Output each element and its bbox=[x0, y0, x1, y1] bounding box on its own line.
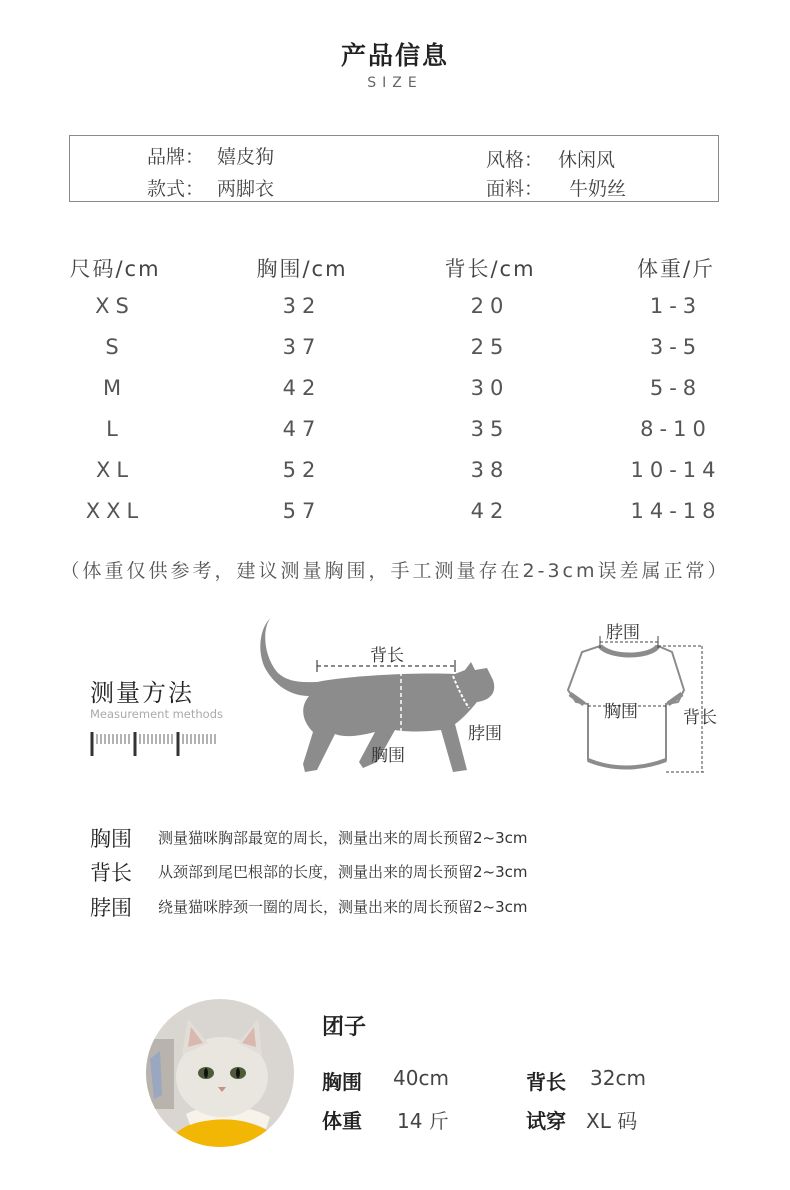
table-cell: 25 bbox=[470, 335, 510, 359]
desc-text-neck: 绕量猫咪脖颈一圈的周长，测量出来的周长预留2~3cm bbox=[158, 898, 528, 916]
table-cell: 5-8 bbox=[649, 376, 703, 400]
page-subtitle: SIZE bbox=[367, 75, 423, 91]
model-back-label: 背长 bbox=[526, 1070, 566, 1094]
style-value: 休闲风 bbox=[558, 149, 616, 171]
table-cell: 8-10 bbox=[640, 417, 712, 441]
method-title: 测量方法 bbox=[90, 679, 194, 707]
model-name: 团子 bbox=[322, 1015, 367, 1040]
table-header-chest: 胸围/cm bbox=[256, 257, 348, 281]
fabric-label: 面料： bbox=[486, 178, 544, 200]
cat-neck-label: 脖围 bbox=[468, 724, 502, 744]
desc-text-chest: 测量猫咪胸部最宽的周长，测量出来的周长预留2~3cm bbox=[158, 829, 528, 847]
table-header-back: 背长/cm bbox=[444, 257, 536, 281]
desc-text-back: 从颈部到尾巴根部的长度，测量出来的周长预留2~3cm bbox=[158, 863, 528, 881]
shirt-back-label: 背长 bbox=[683, 708, 717, 728]
table-cell: M bbox=[102, 376, 128, 400]
table-cell: 38 bbox=[470, 458, 510, 482]
fabric-value: 牛奶丝 bbox=[569, 178, 627, 200]
desc-term-chest: 胸围 bbox=[90, 827, 132, 851]
size-note: （体重仅供参考，建议测量胸围，手工测量存在2-3cm误差属正常） bbox=[60, 560, 730, 582]
product-info-box bbox=[69, 135, 719, 202]
table-header-weight: 体重/斤 bbox=[636, 257, 716, 281]
model-back-value: 32cm bbox=[590, 1066, 646, 1090]
brand-label: 品牌： bbox=[147, 146, 205, 168]
table-cell: XL bbox=[95, 458, 135, 482]
table-cell: 1-3 bbox=[649, 294, 703, 318]
table-cell: XS bbox=[95, 294, 135, 318]
shirt-chest-label: 胸围 bbox=[604, 702, 638, 722]
table-cell: 32 bbox=[282, 294, 322, 318]
table-cell: 57 bbox=[282, 499, 322, 523]
table-cell: XXL bbox=[85, 499, 145, 523]
model-avatar bbox=[146, 999, 294, 1147]
table-cell: 35 bbox=[470, 417, 510, 441]
table-cell: 42 bbox=[470, 499, 510, 523]
desc-term-back: 背长 bbox=[90, 861, 132, 885]
table-cell: 42 bbox=[282, 376, 322, 400]
model-weight-label: 体重 bbox=[322, 1109, 362, 1133]
brand-value: 嬉皮狗 bbox=[217, 146, 275, 168]
table-cell: 47 bbox=[282, 417, 322, 441]
table-cell: 10-14 bbox=[630, 458, 722, 482]
cat-back-label: 背长 bbox=[370, 646, 404, 666]
model-chest-label: 胸围 bbox=[322, 1070, 362, 1094]
table-cell: 30 bbox=[470, 376, 510, 400]
table-cell: 52 bbox=[282, 458, 322, 482]
table-cell: 3-5 bbox=[649, 335, 703, 359]
method-subtitle: Measurement methods bbox=[90, 707, 224, 721]
desc-term-neck: 脖围 bbox=[90, 896, 132, 920]
model-size-value: XL 码 bbox=[586, 1109, 638, 1133]
table-cell: 14-18 bbox=[630, 499, 722, 523]
cat-chest-label: 胸围 bbox=[371, 746, 405, 766]
table-cell: 20 bbox=[470, 294, 510, 318]
ruler-icon bbox=[90, 728, 220, 758]
model-weight-value: 14 斤 bbox=[397, 1109, 449, 1133]
model-size-label: 试穿 bbox=[526, 1109, 566, 1133]
model-chest-value: 40cm bbox=[393, 1066, 449, 1090]
table-cell: S bbox=[105, 335, 125, 359]
type-label: 款式： bbox=[147, 178, 205, 200]
page-title: 产品信息 bbox=[340, 41, 449, 70]
style-label: 风格： bbox=[486, 149, 544, 171]
type-value: 两脚衣 bbox=[217, 178, 275, 200]
table-cell: 37 bbox=[282, 335, 322, 359]
table-header-size: 尺码/cm bbox=[69, 257, 161, 281]
shirt-neck-label: 脖围 bbox=[606, 623, 640, 643]
table-cell: L bbox=[106, 417, 124, 441]
